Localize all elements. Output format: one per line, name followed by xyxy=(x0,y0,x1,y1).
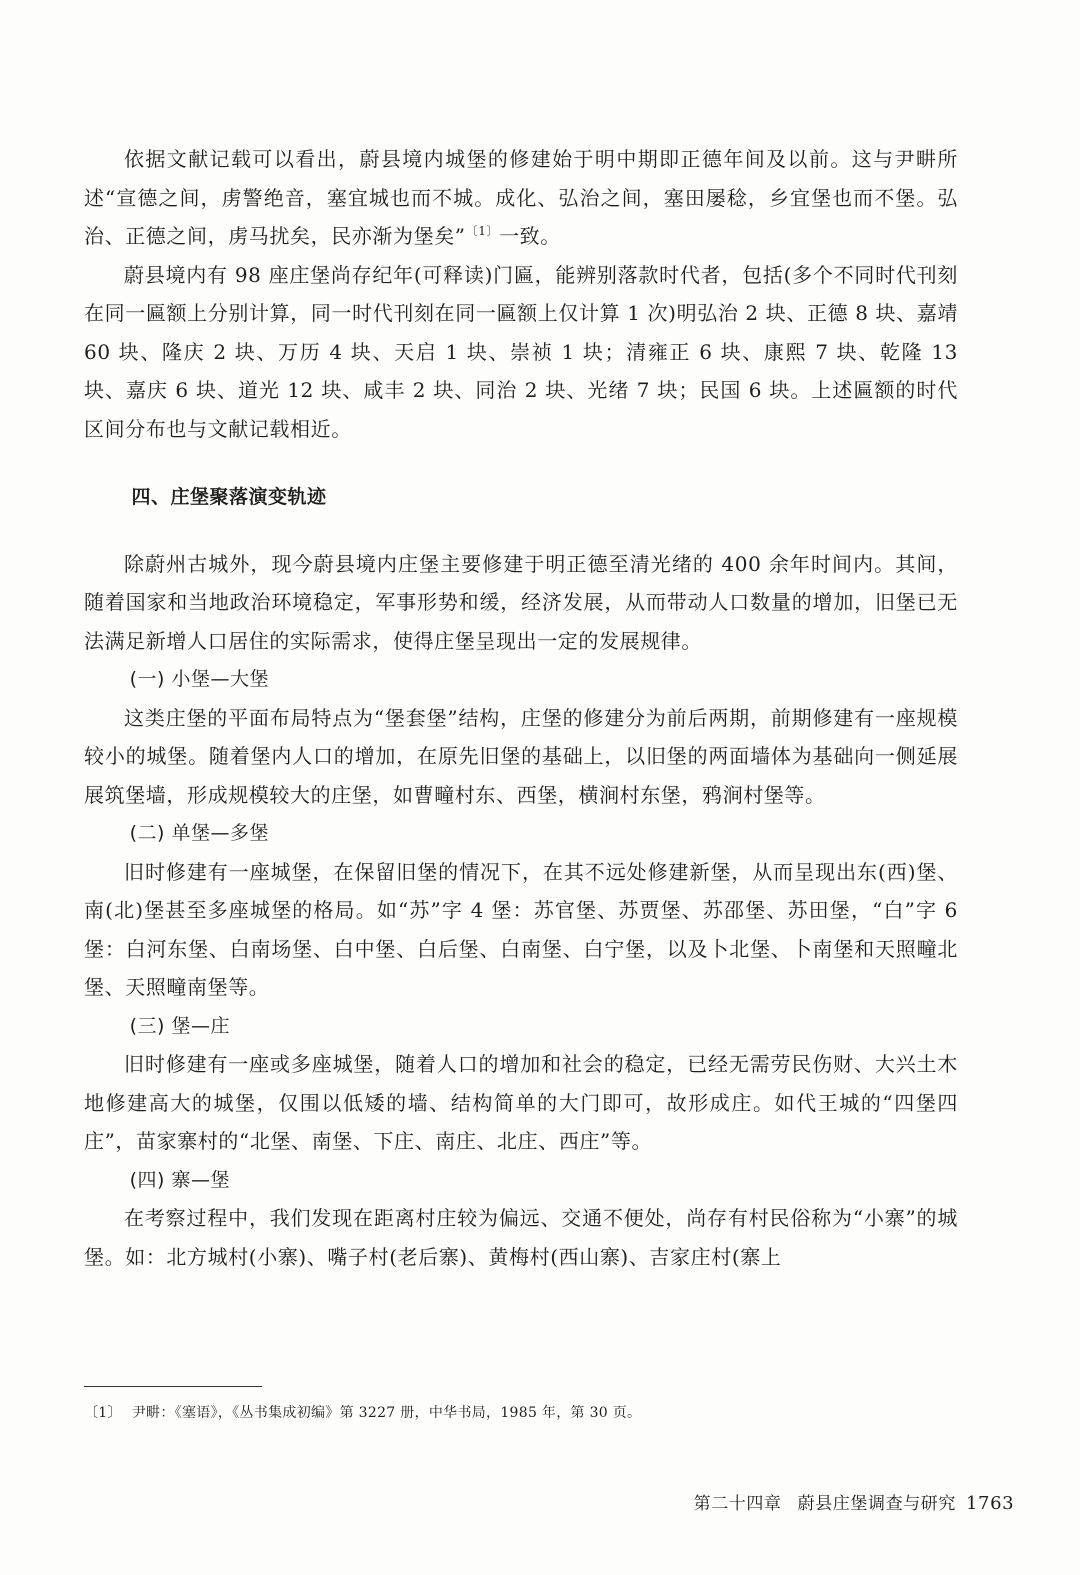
footnote-divider xyxy=(84,1386,262,1387)
footnote-ref: 〔1〕 xyxy=(465,224,500,238)
paragraph-6: 旧时修建有一座或多座城堡，随着人口的增加和社会的稳定，已经无需劳民伤财、大兴土木地修建高大的城堡，仅围以低矮的墙、结构简单的大门即可，故形成庄。如代王城的“四堡四庄”，苗家寨村的“北堡、南堡、下庄、南庄、北庄、西庄”等。 xyxy=(84,1052,958,1153)
paragraph-7: 在考察过程中，我们发现在距离村庄较为偏远、交通不便处，尚存有村民俗称为“小寨”的城堡。如：北方城村(小寨)、嘴子村(老后寨)、黄梅村(西山寨)、吉家庄村(寨上 xyxy=(84,1206,958,1269)
footnote xyxy=(84,1402,958,1424)
paragraph-3: 除蔚州古城外，现今蔚县境内庄堡主要修建于明正德至清光绪的 400 余年时间内。其间，随着国家和当地政治环境稳定，军事形势和缓，经济发展，从而带动人口数量的增加，旧堡已无法满足新增人口居住的实际需求，使得庄堡呈现出一定的发展规律。 xyxy=(84,551,958,653)
page-number: 1763 xyxy=(966,1493,1015,1514)
subsection-heading-1: (一) 小堡—大堡 xyxy=(129,668,269,690)
paragraph-2: 蔚县境内有 98 座庄堡尚存纪年(可释读)门匾，能辨别落款时代者，包括(多个不同时代刊刻在同一匾额上分别计算，同一时代刊刻在同一匾额上仅计算 1 次)明弘治 2 块、正德 8 块、嘉靖 60 块、隆庆 2 块、万历 4 块、天启 1 块、崇祯 1 块；清雍正 6 块、康熙 7 块、乾隆 13 块、嘉庆 6 块、道光 12 块、咸丰 2 块、同治 2 块、光绪 7 块；民国 6 块。上述匾额的时代区间分布也与文献记载相近。 xyxy=(84,262,958,441)
paragraph-1-end: 一致。 xyxy=(499,224,561,248)
subsection-heading-3: (三) 堡—庄 xyxy=(129,1014,230,1037)
subsection-heading-2: (二) 单堡—多堡 xyxy=(129,822,269,844)
body-text xyxy=(84,140,958,1276)
footnote-text: 尹畊：《塞语》，《丛书集成初编》第 3227 册，中华书局，1985 年，第 30 页。 xyxy=(131,1405,642,1421)
paragraph-1-text: 依据文献记载可以看出，蔚县境内城堡的修建始于明中期即正德年间及以前。这与尹畊所述“宣德之间，虏警绝音，塞宜城也而不城。成化、弘治之间，塞田屡稔，乡宜堡也而不堡。弘治、正德之间，虏马扰矣，民亦渐为堡矣” xyxy=(84,147,958,248)
paragraph-5: 旧时修建有一座城堡，在保留旧堡的情况下，在其不远处修建新堡，从而呈现出东(西)堡、南(北)堡甚至多座城堡的格局。如“苏”字 4 堡：苏官堡、苏贾堡、苏邵堡、苏田堡，“白”字 6 堡：白河东堡、白南场堡、白中堡、白后堡、白南堡、白宁堡，以及卜北堡、卜南堡和天照疃北堡、天照疃南堡等。 xyxy=(84,859,958,999)
paragraph-4: 这类庄堡的平面布局特点为“堡套堡”结构，庄堡的修建分为前后两期，前期修建有一座规模较小的城堡。随着堡内人口的增加，在原先旧堡的基础上，以旧堡的两面墙体为基础向一侧延展展筑堡墙，形成规模较大的庄堡，如曹疃村东、西堡，横涧村东堡，鸦涧村堡等。 xyxy=(84,705,958,807)
subsection-heading-4: (四) 寨—堡 xyxy=(129,1168,230,1191)
footer-title: 蔚县庄堡调查与研究 xyxy=(797,1494,956,1514)
running-footer xyxy=(693,1492,1015,1516)
paragraph-1 xyxy=(84,140,958,256)
footer-chapter: 第二十四章 xyxy=(693,1494,782,1514)
section-heading: 四、庄堡聚落演变轨迹 xyxy=(131,486,327,508)
footnote-mark: 〔1〕 xyxy=(84,1405,122,1421)
